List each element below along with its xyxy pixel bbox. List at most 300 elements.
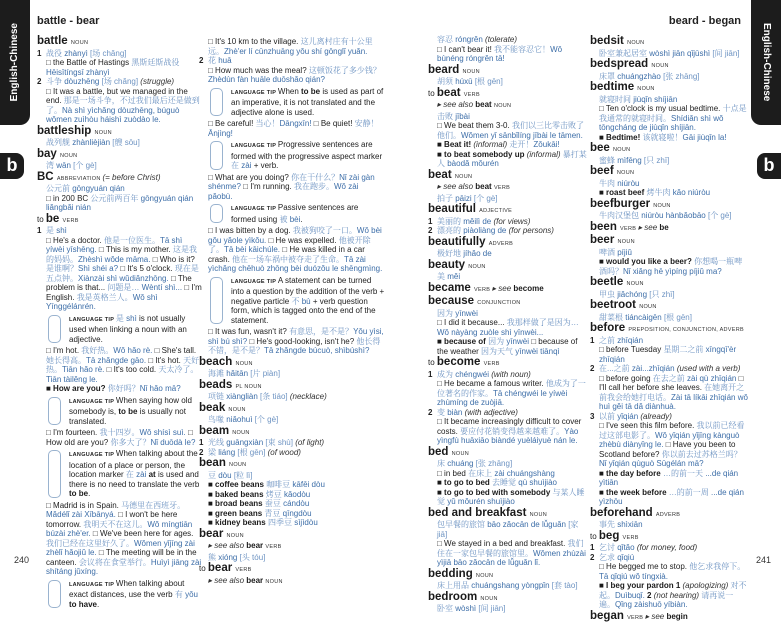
cross-reference-line: [199, 576, 385, 588]
english-text: □ It's hot.: [148, 356, 183, 365]
headword: beam: [199, 425, 232, 437]
example-line: [199, 327, 385, 356]
pinyin: yǔ mǒurén shuìjiào: [447, 497, 515, 506]
example-line: [37, 428, 202, 447]
chinese-text: 湾: [46, 161, 56, 170]
headword: beautifully: [428, 236, 489, 248]
pinyin: qīngdòu: [283, 509, 312, 518]
sense-line: [199, 438, 385, 448]
pinyin: wòshì: [455, 604, 478, 613]
chinese-text: 击败: [437, 112, 455, 121]
gloss-italic: (used with a verb): [677, 364, 741, 373]
headword: bedding: [428, 568, 476, 580]
part-of-speech: NOUN: [235, 361, 252, 367]
entry-headword-line: [428, 283, 590, 296]
chinese-text: 烤牛肉: [647, 188, 673, 197]
phrase-line: [199, 480, 385, 490]
english-text: □ Have you been to Scotland before?: [599, 440, 735, 459]
chinese-text: [根 gēn]: [475, 77, 503, 86]
pinyin: Wǒ nàyàng zuòle shì yīnwèi...: [437, 328, 543, 337]
chinese-text: [间 jiān]: [712, 49, 739, 58]
chinese-text: [张 zhāng]: [663, 72, 699, 81]
pinyin: Tā zhǎngde gāo.: [86, 356, 148, 365]
chinese-text: 漂亮的: [437, 226, 463, 235]
headword: began: [590, 610, 627, 622]
pinyin: zài...zhīqián: [632, 364, 677, 373]
english-text: □ This is my mother.: [99, 245, 173, 254]
example-line: [428, 121, 590, 140]
headword: bee: [590, 142, 613, 154]
entry-headword-line: [199, 563, 385, 576]
sense-line: [37, 226, 202, 236]
part-of-speech: NOUN: [71, 40, 88, 46]
chinese-text: 他在一场车祸中被夺走了生命。: [232, 255, 344, 264]
example-line: [37, 184, 202, 194]
part-of-speech: NOUN: [455, 174, 472, 180]
chinese-text: 他被开除了。: [208, 236, 371, 255]
chinese-text: 与某人睡觉: [437, 488, 585, 507]
pinyin: Wǒmen zhùzài yìjiā bāo zǎocān de lǚguǎn lǐ.: [437, 549, 586, 568]
phrase-line: [428, 488, 590, 507]
english-text: A statement can be turned into a question by the addition of the verb + negative particle: [231, 276, 384, 306]
chinese-text: 包早餐的旅馆: [437, 520, 487, 529]
chinese-text: 我在跑步。: [294, 182, 334, 191]
part-of-speech: NOUN: [232, 430, 249, 436]
language-tip-box: [46, 314, 202, 345]
chinese-text: 甜菜根: [599, 313, 625, 322]
pinyin: Gāi jiùqǐn la!: [683, 133, 727, 142]
entry-headword-line: [199, 426, 385, 439]
headword: beard: [428, 64, 463, 76]
sense-number: 1: [590, 543, 594, 553]
chinese-text: 请再说一遍。: [599, 591, 733, 610]
example-line: [428, 581, 590, 591]
pinyin: Xiànzài shì wǔdiǎnzhōng.: [78, 274, 171, 283]
chinese-text: 那是一场斗争，不过我们最后还是做到了。: [46, 96, 200, 115]
chinese-text: 床上用品: [437, 581, 471, 590]
bold-phrase: ■ Bedtime!: [599, 133, 643, 142]
headword: beetle: [590, 276, 626, 288]
headword: beer: [590, 234, 618, 246]
english-text: When saying how old somebody is,: [69, 396, 192, 417]
english-text: to: [428, 89, 437, 98]
part-of-speech: NOUN: [468, 264, 485, 270]
part-of-speech: NOUN: [627, 40, 644, 46]
pinyin: Tā bèi kāichúle.: [224, 245, 282, 254]
language-tip-label: LANGUAGE TIP: [69, 317, 116, 323]
gloss-italic: (not hearing): [654, 591, 702, 600]
example-line: [428, 272, 590, 282]
example-line: [590, 520, 748, 530]
entry-headword-line: [428, 170, 590, 183]
pinyin: Zài tā líkāi zhīqián wǒ huì gěi tā dǎ diànhuà.: [599, 393, 748, 412]
headword: battleship: [37, 125, 95, 137]
chinese-text: 他长得不错，是不是？: [208, 337, 380, 356]
page-number-right: 241: [756, 556, 771, 566]
pinyin: shì: [56, 226, 67, 235]
english-text: □ We've been here for ages.: [93, 529, 194, 538]
entry-headword-line: [590, 222, 748, 235]
language-tip-box: [208, 276, 385, 326]
chinese-text: [束 shù]: [265, 438, 295, 447]
chinese-text: 不: [291, 297, 301, 306]
bold-phrase: begin: [666, 612, 687, 621]
headword: beg: [599, 530, 623, 542]
headword: become: [437, 356, 484, 368]
part-of-speech: NOUN: [530, 512, 547, 518]
chinese-text: 走开！: [509, 140, 533, 149]
entry-headword-line: [37, 126, 202, 139]
bold-phrase: ■ would you like a beer?: [599, 257, 694, 266]
phrase-line: [590, 469, 748, 488]
entry-headword-line: [428, 357, 590, 370]
english-text: □ What are you doing?: [208, 173, 291, 182]
chinese-text: 斗争: [46, 77, 64, 86]
english-text: is not usually used when linking a noun with an adjective.: [69, 314, 187, 344]
pinyin: mìfēng: [617, 156, 644, 165]
bold-phrase: ■ to go to bed with somebody: [437, 488, 553, 497]
chinese-text: 要应付花销变得越来越难了。: [460, 427, 564, 436]
phrase-line: [590, 257, 748, 276]
entry-headword-line: [37, 214, 202, 227]
part-of-speech: NOUN: [626, 281, 643, 287]
chinese-text: 安静！: [355, 119, 379, 128]
bold-phrase: ■ baked beans: [208, 490, 266, 499]
sense-line: [428, 370, 590, 380]
chinese-text: 在: [126, 470, 136, 479]
part-of-speech: NOUN: [617, 170, 634, 176]
gloss-italic: (informal): [527, 150, 563, 159]
english-text: to: [37, 215, 46, 224]
chinese-text: 卧室: [437, 604, 455, 613]
pinyin: Wǒ bùnéng róngrěn tā!: [437, 45, 562, 64]
english-text: When talking about the location of a place or person, the location marker: [69, 449, 198, 479]
part-of-speech: NOUN: [637, 86, 654, 92]
bold-phrase: ■ the week before: [599, 488, 669, 497]
bold-phrase: ■ How are you?: [46, 384, 108, 393]
gloss-italic: ▸ see also: [437, 100, 475, 109]
chinese-text: 因为: [488, 337, 506, 346]
chinese-text: [片 piàn]: [250, 369, 280, 378]
pinyin: qǐqiú: [617, 553, 634, 562]
language-tip-label: LANGUAGE TIP: [231, 279, 278, 285]
part-of-speech: NOUN: [463, 69, 480, 75]
english-text: When: [278, 87, 301, 96]
sense-number: 2: [199, 448, 203, 458]
example-line: [590, 248, 748, 258]
phrase-line: [37, 384, 202, 394]
english-text: □ She's tall.: [155, 346, 197, 355]
chinese-text: 牛肉: [599, 179, 617, 188]
pinyin: kǎodòu: [284, 490, 310, 499]
pinyin: tiáncàigēn: [625, 313, 664, 322]
headword: beautiful: [428, 203, 479, 215]
example-line: [199, 392, 385, 402]
chinese-text: 是谁啊？: [46, 264, 78, 273]
chinese-text: 这顿饭花了多少钱？: [309, 66, 381, 75]
pinyin: Zhèdùn fàn huāle duōshǎo qián?: [208, 75, 325, 84]
entry-headword-line: [590, 82, 748, 95]
chinese-text: [个 gè]: [474, 194, 498, 203]
chinese-text: 天好热。: [46, 356, 199, 375]
gloss-italic: (apologizing): [683, 581, 731, 590]
english-text: □ Be quiet!: [314, 119, 355, 128]
bold-phrase: ■ Beat it!: [437, 140, 473, 149]
pinyin: hǎitān: [226, 369, 250, 378]
bold-phrase: to be: [301, 87, 320, 96]
entry-headword-line: [590, 143, 748, 156]
part-of-speech: NOUN: [265, 579, 282, 585]
pinyin: wān: [56, 161, 73, 170]
part-of-speech: VERB: [464, 92, 480, 98]
sense-line: [590, 412, 748, 422]
gloss-italic: (for persons): [509, 226, 554, 235]
pinyin: yǐqián: [617, 412, 640, 421]
chinese-text: 对不起。: [599, 581, 747, 600]
chinese-text: [根 gēn]: [237, 448, 267, 457]
chinese-text: 青豆: [264, 509, 282, 518]
chinese-text: 在去之前: [653, 374, 687, 383]
example-line: [199, 471, 385, 481]
example-line: [428, 318, 590, 337]
part-of-speech: NOUN: [227, 533, 244, 539]
chinese-text: 蚕豆: [265, 499, 283, 508]
pinyin: húxū: [455, 77, 475, 86]
pinyin: měi: [447, 272, 460, 281]
chinese-text: [个 gè]: [255, 415, 279, 424]
headword: bed and breakfast: [428, 507, 530, 519]
part-of-speech: VERB: [235, 567, 251, 573]
bold-phrase: ■ green beans: [208, 509, 264, 518]
language-tip-box: [208, 203, 385, 224]
entry-headword-line: [590, 199, 748, 212]
chinese-text: 公元前两百年: [90, 194, 140, 203]
headword: bedtime: [590, 81, 637, 93]
part-of-speech: PL NOUN: [235, 384, 261, 390]
headword: because: [428, 295, 477, 307]
pinyin: huā: [218, 56, 231, 65]
english-text: □ Ten o'clock is my usual bedtime.: [599, 104, 723, 113]
bold-phrase: ■ I beg your pardon 1: [599, 581, 683, 590]
sense-number: 2: [590, 364, 594, 374]
pinyin: Wǒ zài pǎobù.: [208, 182, 358, 201]
pinyin: qǐtǎo: [617, 543, 637, 552]
pinyin: dòuzhēng: [64, 77, 101, 86]
chinese-text: 问题是…: [107, 283, 141, 292]
part-of-speech: NOUN: [229, 462, 246, 468]
english-text: □ I've seen this film before.: [599, 421, 697, 430]
sense-line: [590, 364, 748, 374]
chinese-text: [间 jiān]: [478, 604, 505, 613]
part-of-speech: NOUN: [651, 63, 668, 69]
example-line: [428, 77, 590, 87]
running-head-right: beard - began: [669, 17, 741, 27]
dictionary-column-2: [199, 37, 385, 587]
pinyin: niǎohuì: [226, 415, 254, 424]
part-of-speech: VERB: [484, 361, 500, 367]
bold-phrase: beat: [475, 100, 494, 109]
phrase-line: [199, 499, 385, 509]
english-text: □ It was fun, wasn't it?: [208, 327, 289, 336]
chinese-text: 因为天气: [481, 347, 515, 356]
example-line: [199, 37, 385, 56]
phrase-line: [590, 488, 748, 507]
part-of-speech: NOUN: [60, 153, 77, 159]
example-line: [428, 309, 590, 319]
chinese-text: 我们已经在这里好久了。: [46, 539, 134, 548]
headword: bedspread: [590, 58, 651, 70]
chinese-text: 乞讨: [599, 543, 617, 552]
english-text: is usually not translated.: [69, 407, 186, 426]
part-of-speech: NOUN: [494, 103, 511, 109]
headword: beat: [437, 87, 464, 99]
pinyin: zhīqián: [617, 336, 643, 345]
chinese-text: 项链: [208, 392, 226, 401]
sense-line: [590, 543, 748, 553]
chinese-text: …的前一周: [669, 488, 711, 497]
cross-reference-line: [428, 182, 590, 194]
example-line: [37, 236, 202, 312]
phrase-line: [428, 150, 590, 169]
example-line: [37, 58, 202, 77]
gloss-italic: (struggle): [140, 77, 174, 86]
entry-headword-line: [428, 447, 590, 460]
section-tab-english-chinese[interactable]: [751, 0, 781, 125]
headword: bear: [208, 562, 236, 574]
english-text: □ We beat them 3-0.: [437, 121, 512, 130]
example-line: [199, 173, 385, 202]
bold-phrase: ■ broad beans: [208, 499, 265, 508]
headword: became: [428, 282, 474, 294]
pinyin: Wǒ shì Yīnggélánrén.: [46, 293, 158, 312]
letter-tab-b[interactable]: [757, 153, 781, 179]
section-tab-english-chinese[interactable]: [0, 0, 30, 125]
pinyin: kǎo niúròu: [673, 188, 710, 197]
headword: beef: [590, 165, 617, 177]
sense-number: 1: [37, 226, 41, 236]
pinyin: dòu: [218, 471, 234, 480]
cross-reference-line: [199, 541, 385, 553]
entry-headword-line: [199, 529, 385, 542]
english-text: is used as part of an imperative, it is not translated and the adjective alone is used.: [231, 87, 383, 117]
pinyin: yīnwèi tiānqì: [515, 347, 559, 356]
headword: be: [46, 213, 63, 225]
english-text: □ The meeting will be in the canteen.: [46, 548, 197, 567]
pinyin: Tā zhǎngde búcuò, shìbúshì?: [264, 346, 369, 355]
chinese-text: [条 tiáo]: [260, 392, 290, 401]
chinese-text: 我不能容忍它！: [494, 45, 550, 54]
page-number-left: 240: [14, 556, 29, 566]
pinyin: bāo zǎocān de lǚguǎn: [487, 520, 568, 529]
gloss-italic: ▸ see also: [208, 541, 246, 550]
pinyin: Ānjìng!: [208, 129, 233, 138]
pinyin: yīnwèi: [455, 309, 478, 318]
language-tip-label: LANGUAGE TIP: [69, 452, 116, 458]
part-of-speech: VERB: [494, 185, 510, 191]
pinyin: Nǐ yǐqián qùguò Sūgélán mā?: [599, 459, 704, 468]
pinyin: zhànlièjiàn: [72, 138, 112, 147]
chinese-text: 甲虫: [599, 290, 617, 299]
gloss-italic: ▸ see: [645, 612, 666, 621]
example-line: [37, 161, 202, 171]
example-line: [199, 226, 385, 274]
gloss-italic: (with adjective): [465, 408, 518, 417]
headword: bedroom: [428, 591, 480, 603]
entry-headword-line: [428, 508, 590, 521]
headword: bear: [199, 528, 227, 540]
english-text: □ How much was the meal?: [208, 66, 309, 75]
part-of-speech: NOUN: [95, 130, 112, 136]
chinese-text: 去睡觉: [492, 478, 518, 487]
english-text: □ the Battle of Hastings: [46, 58, 131, 67]
pinyin: bù: [302, 297, 311, 306]
gloss-italic: ▸ see also: [208, 576, 246, 585]
entry-headword-line: [590, 531, 748, 544]
english-text: □ It became increasingly difficult to cover costs.: [437, 417, 581, 436]
sense-number: 1: [428, 217, 432, 227]
phrase-line: [590, 133, 748, 143]
sense-number: 1: [199, 438, 203, 448]
pinyin: zhànyì: [64, 49, 90, 58]
english-text: □ How old are you?: [46, 428, 193, 447]
language-tip-label: LANGUAGE TIP: [69, 582, 116, 588]
chinese-text: [头 tóu]: [240, 553, 266, 562]
pinyin: róngrěn: [455, 35, 485, 44]
headword: bean: [199, 457, 229, 469]
pinyin: Wǒ hǎo rè.: [113, 346, 154, 355]
chinese-text: 我们住在一家包早餐的旅馆里。: [437, 539, 584, 558]
sense-number: 2: [199, 56, 203, 66]
example-line: [428, 249, 590, 259]
chinese-text: 啤酒: [599, 248, 617, 257]
bold-phrase: at: [149, 470, 156, 479]
letter-tab-b[interactable]: [0, 153, 24, 179]
pinyin: ...de qián yìtiān: [599, 469, 738, 488]
english-text: + verb question form, which is tagged onto the end of the statement.: [231, 297, 376, 325]
chinese-text: 四季豆: [268, 518, 294, 527]
pinyin: Wǒ bèi gǒu yǎole yìkǒu.: [208, 226, 382, 245]
chinese-text: 会议将在食堂举行。: [79, 558, 151, 567]
headword: before: [590, 322, 628, 334]
bold-phrase: bear: [246, 541, 265, 550]
pinyin: xióng: [218, 553, 239, 562]
pinyin: Wèntí shì...: [142, 283, 185, 292]
chinese-text: 黑斯廷斯战役: [131, 58, 179, 67]
pinyin: Zhèshì wǒde māma.: [78, 255, 153, 264]
gloss-italic: (with noun): [491, 370, 531, 379]
chinese-text: 以前: [599, 412, 617, 421]
part-of-speech: NOUN: [639, 304, 656, 310]
chinese-text: [家 jiā]: [437, 520, 578, 539]
example-line: [428, 112, 590, 122]
entry-headword-line: [428, 569, 590, 582]
chinese-text: 我是英格兰人。: [77, 293, 133, 302]
english-text: □ Madrid is in Spain.: [46, 501, 121, 510]
pinyin: Tiān hǎo rè.: [62, 365, 107, 374]
english-text: □ He became a famous writer.: [437, 379, 546, 388]
chinese-text: 鸟喙: [208, 415, 226, 424]
english-text: □ Who is it?: [153, 255, 195, 264]
english-text: + verb.: [251, 161, 278, 170]
entry-headword-line: [428, 88, 590, 101]
pinyin: Wǒmen yǐjīng zài zhèlǐ hǎojiǔ le.: [46, 539, 195, 558]
chinese-text: …的前一天: [663, 469, 705, 478]
part-of-speech: VERB: [627, 615, 645, 621]
chinese-text: 马德里在西班牙。: [121, 501, 185, 510]
bold-phrase: ■ because of: [437, 337, 488, 346]
chinese-text: 在...之前: [599, 364, 632, 373]
section-tab-label: English-Chinese: [10, 23, 20, 101]
